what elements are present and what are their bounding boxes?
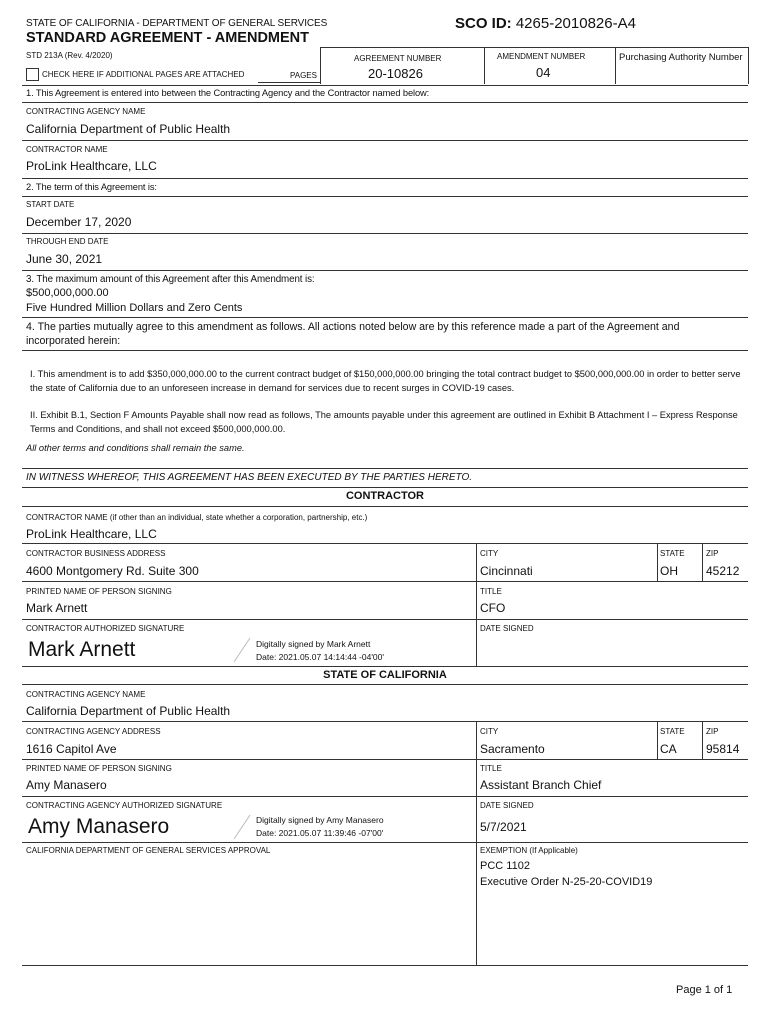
contractor-city-label: CITY (480, 549, 499, 558)
agency-name: California Department of Public Health (26, 122, 231, 136)
pages-label: PAGES (290, 71, 317, 80)
section4-intro: 4. The parties mutually agree to this amendment as follows. All actions noted below are by this reference made a part of the Agreement and incorporated herein: (26, 321, 680, 347)
form-number: STD 213A (Rev. 4/2020) (26, 51, 113, 60)
sco-label: SCO ID: (455, 15, 512, 32)
state-zip-label: ZIP (706, 727, 719, 736)
agency-line: STATE OF CALIFORNIA - DEPARTMENT OF GENERAL SERVICES (26, 18, 328, 29)
state-digital-line1: Digitally signed by Amy Manasero (256, 815, 384, 825)
state-signature-label: CONTRACTING AGENCY AUTHORIZED SIGNATURE (26, 801, 223, 810)
closing-statement: All other terms and conditions shall remain the same. (26, 443, 245, 453)
contractor-digital-line2: Date: 2021.05.07 14:14:44 -04'00' (256, 652, 385, 662)
amendment-number-label: AMENDMENT NUMBER (497, 52, 586, 61)
purchasing-authority-label: Purchasing Authority Number (619, 52, 743, 63)
additional-pages-checkbox[interactable] (26, 68, 39, 81)
state-title: Assistant Branch Chief (480, 778, 602, 792)
dgs-approval-label: CALIFORNIA DEPARTMENT OF GENERAL SERVICES APPROVAL (26, 846, 271, 855)
section2-intro: 2. The term of this Agreement is: (26, 182, 157, 192)
state-city: Sacramento (480, 742, 545, 756)
contractor-state: OH (660, 564, 678, 578)
witness-statement: IN WITNESS WHEREOF, THIS AGREEMENT HAS BEEN EXECUTED BY THE PARTIES HERETO. (26, 472, 473, 483)
state-date-signed-label: DATE SIGNED (480, 801, 534, 810)
contractor-title-label: TITLE (480, 587, 502, 596)
contractor-printed-name-label: PRINTED NAME OF PERSON SIGNING (26, 587, 172, 596)
amendment-item-2: II. Exhibit B.1, Section F Amounts Payable shall now read as follows, The amounts payable under this agreement are outlined in Exhibit B Attachment I – Express Response Terms and Conditions, and shall not exceed $500,000,000.00. (30, 410, 738, 434)
contractor-legal-name: ProLink Healthcare, LLC (26, 527, 157, 541)
state-zip: 95814 (706, 742, 740, 756)
contractor-heading: CONTRACTOR (345, 490, 424, 502)
exemption-label: EXEMPTION (If Applicable) (480, 846, 578, 855)
contractor-printed-name: Mark Arnett (26, 601, 88, 615)
form-title: STANDARD AGREEMENT - AMENDMENT (26, 30, 310, 46)
contractor-signature-label: CONTRACTOR AUTHORIZED SIGNATURE (26, 624, 185, 633)
contractor-date-signed-label: DATE SIGNED (480, 624, 534, 633)
state-state: CA (660, 742, 677, 756)
state-address: 1616 Capitol Ave (26, 742, 117, 756)
agreement-number-label: AGREEMENT NUMBER (354, 54, 442, 63)
state-signature: Amy Manasero (28, 815, 170, 838)
state-date-signed: 5/7/2021 (480, 820, 527, 834)
contractor-city: Cincinnati (480, 564, 533, 578)
contractor-address: 4600 Montgomery Rd. Suite 300 (26, 564, 199, 578)
contractor-legal-name-label: CONTRACTOR NAME (if other than an individual, state whether a corporation, partnership, etc.) (26, 513, 368, 522)
contractor-signature: Mark Arnett (28, 638, 136, 661)
state-title-label: TITLE (480, 764, 502, 773)
contractor-name-label: CONTRACTOR NAME (26, 145, 108, 154)
state-printed-name-label: PRINTED NAME OF PERSON SIGNING (26, 764, 172, 773)
signature-tick-icon (232, 636, 256, 664)
state-state-label: STATE (660, 727, 685, 736)
agreement-number: 20-10826 (368, 66, 423, 81)
state-printed-name: Amy Manasero (26, 778, 107, 792)
section1-intro: 1. This Agreement is entered into between the Contracting Agency and the Contractor named below: (26, 88, 430, 98)
state-digital-line2: Date: 2021.05.07 11:39:46 -07'00' (256, 828, 384, 838)
exemption-line2: Executive Order N-25-20-COVID19 (480, 876, 653, 888)
state-address-label: CONTRACTING AGENCY ADDRESS (26, 727, 161, 736)
state-agency-name-label: CONTRACTING AGENCY NAME (26, 690, 146, 699)
contractor-name: ProLink Healthcare, LLC (26, 159, 157, 173)
contractor-state-label: STATE (660, 549, 685, 558)
end-date: June 30, 2021 (26, 252, 103, 266)
section3-intro: 3. The maximum amount of this Agreement after this Amendment is: (26, 274, 315, 285)
state-heading: STATE OF CALIFORNIA (323, 669, 447, 681)
amendment-item-1: I. This amendment is to add $350,000,000.00 to the current contract budget of $150,000,000.00 bringing the total contract budget to $500,000,000.00 in order to better serve the state of California due to an unforeseen increase in demand for services due to recent surges in COVID-19 cases. (30, 369, 741, 393)
contractor-digital-line1: Digitally signed by Mark Arnett (256, 639, 371, 649)
contractor-zip-label: ZIP (706, 549, 719, 558)
max-amount: $500,000,000.00 (26, 287, 109, 299)
contractor-title: CFO (480, 601, 506, 615)
sco-value: 4265-2010826-A4 (515, 15, 636, 32)
state-agency-name: California Department of Public Health (26, 704, 231, 718)
amendment-number: 04 (536, 65, 551, 80)
start-date-label: START DATE (26, 200, 75, 209)
agency-name-label: CONTRACTING AGENCY NAME (26, 107, 146, 116)
page-number: Page 1 of 1 (676, 984, 733, 996)
checkbox-label: CHECK HERE IF ADDITIONAL PAGES ARE ATTACHED (42, 70, 245, 79)
sco-id (455, 15, 636, 32)
signature-tick-icon (232, 813, 256, 841)
start-date: December 17, 2020 (26, 215, 132, 229)
exemption-line1: PCC 1102 (480, 860, 530, 872)
contractor-address-label: CONTRACTOR BUSINESS ADDRESS (26, 549, 166, 558)
state-city-label: CITY (480, 727, 499, 736)
contractor-zip: 45212 (706, 564, 740, 578)
end-date-label: THROUGH END DATE (26, 237, 109, 246)
max-amount-words: Five Hundred Million Dollars and Zero Cents (26, 302, 243, 314)
